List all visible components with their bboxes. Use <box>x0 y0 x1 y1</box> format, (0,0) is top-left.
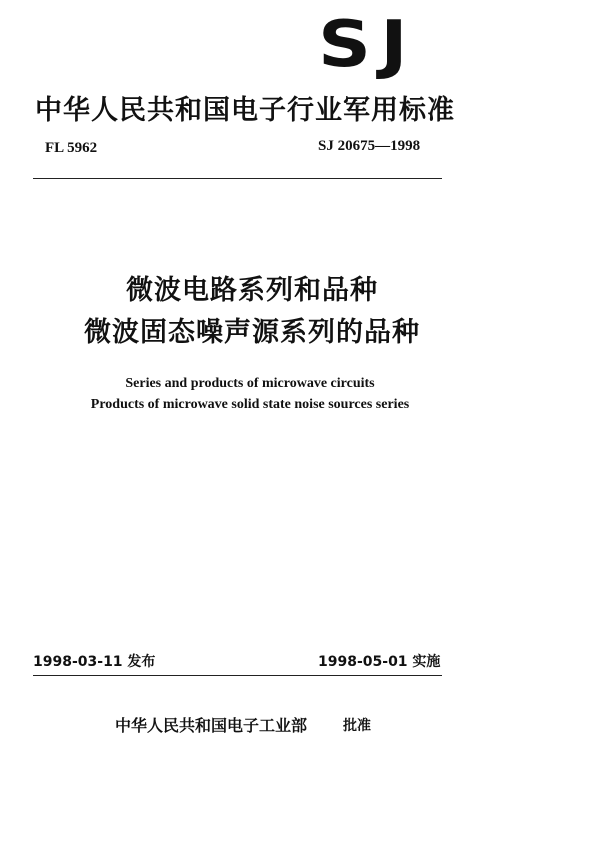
standard-type: 中华人民共和国电子行业军用标准 <box>35 95 455 126</box>
sj-logo: SJ <box>318 8 417 82</box>
approving-authority: 中华人民共和国电子工业部 <box>115 716 308 735</box>
english-title-line2: Products of microwave solid state noise sources series <box>90 397 410 412</box>
chinese-title-line1: 微波电路系列和品种 <box>126 275 378 306</box>
standard-number: SJ 20675—1998 <box>318 138 421 154</box>
classification-code: FL 5962 <box>45 140 98 156</box>
issue-date: 1998-03-11 发布 <box>33 654 156 670</box>
header-divider <box>33 178 442 179</box>
footer-divider <box>33 675 442 676</box>
chinese-title-line2: 微波固态噪声源系列的品种 <box>84 317 420 348</box>
english-title-line1: Series and products of microwave circuits <box>125 376 375 391</box>
approval-label: 批准 <box>343 718 371 734</box>
implementation-date: 1998-05-01 实施 <box>318 654 441 670</box>
